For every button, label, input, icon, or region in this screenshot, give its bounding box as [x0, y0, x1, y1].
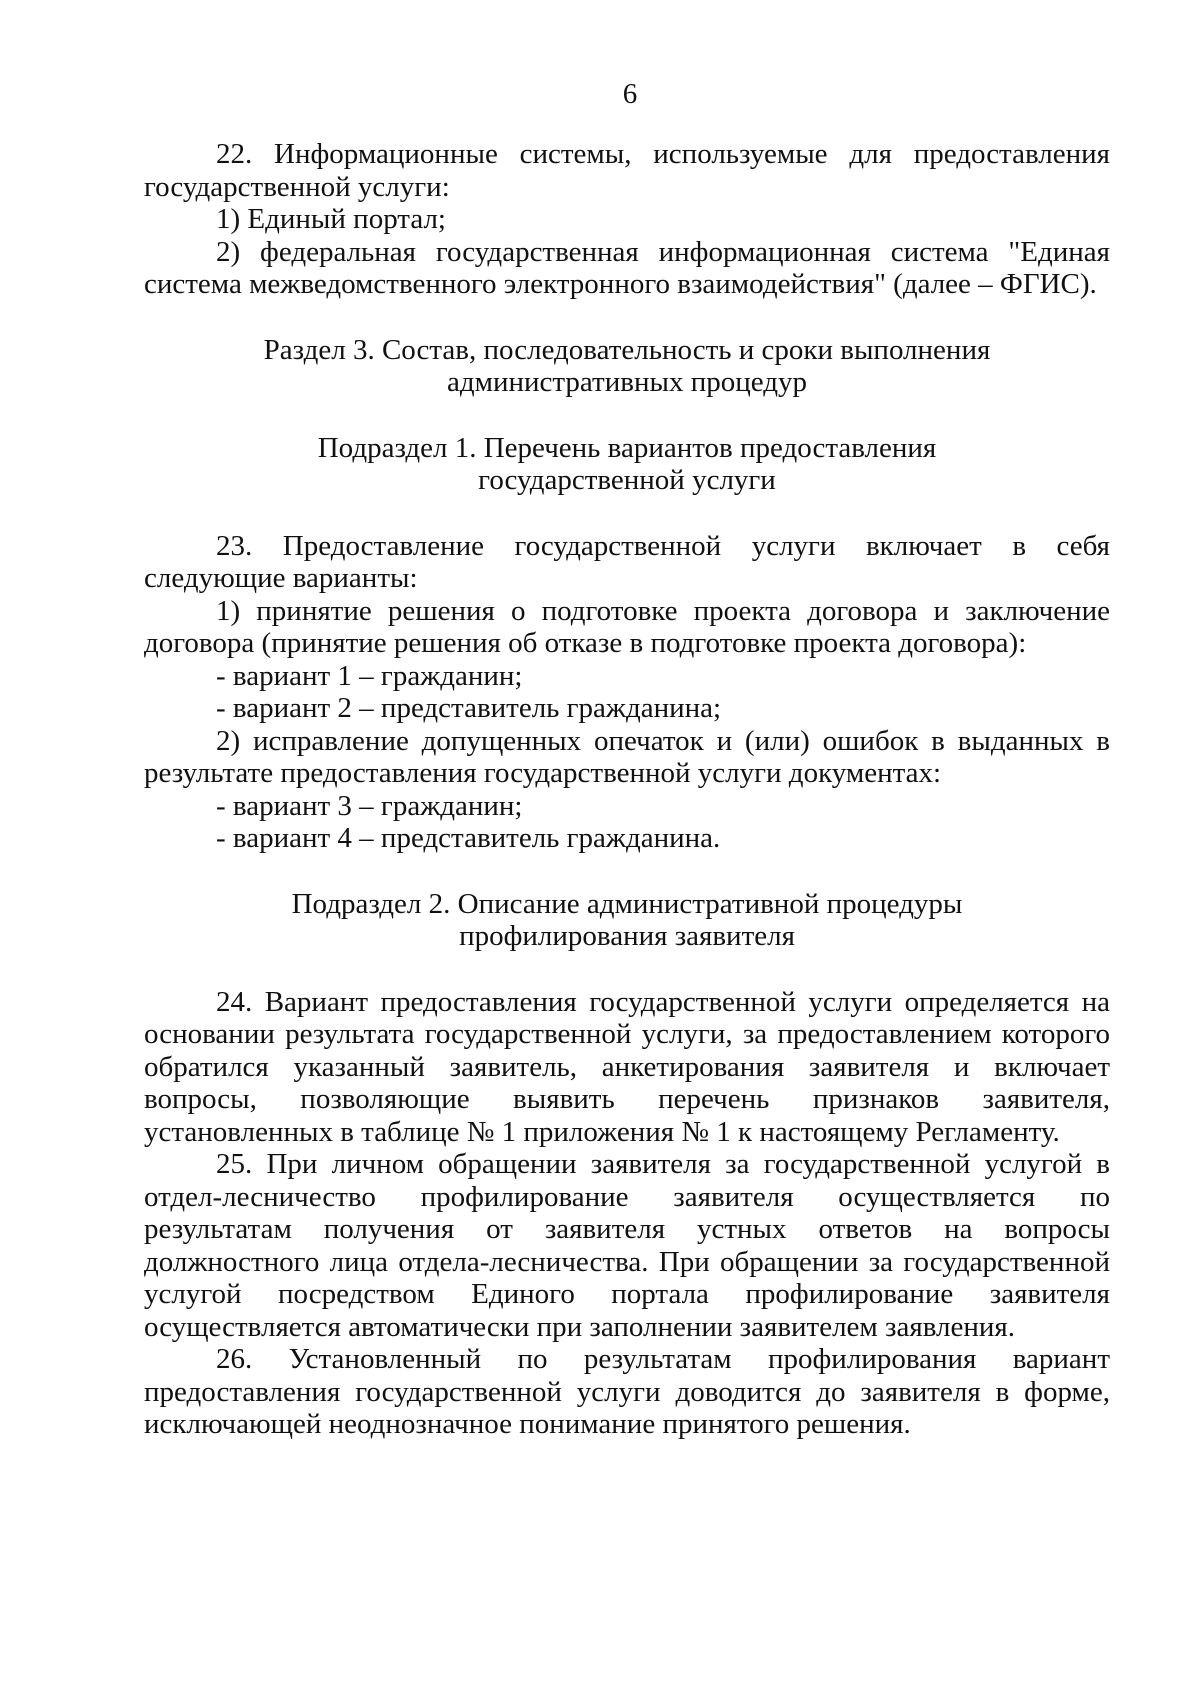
paragraph-23-variant-3: - вариант 3 – гражданин; [216, 789, 523, 822]
paragraph-26: 26. Установленный по результатам профилирования вариант предоставления государственной услуги доводится до заявителя в форме, исключающей неоднозначное понимание принятого решения. [144, 1343, 1110, 1440]
section-3-heading-line-2: административных процедур [447, 366, 807, 398]
subsection-2-heading-line-1: Подраздел 2. Описание административной процедуры [291, 887, 963, 920]
paragraph-22-intro: 22. Информационные системы, используемые для предоставления государственной услуги: [144, 138, 1110, 203]
paragraph-25: 25. При личном обращении заявителя за государственной услугой в отдел-лесничество профилирование заявителя осуществляется по результатам получения от заявителя устных ответов на вопросы должностного лица отдела-лесничества. При обращении за государственной услугой посредством Единого портала профилирование заявителя осуществляется автоматически при заполнении заявителем заявления. [144, 1148, 1110, 1343]
paragraph-24: 24. Вариант предоставления государственной услуги определяется на основании результата государственной услуги, за предоставлением которого обратился указанный заявитель, анкетирования заявителя и включает вопросы, позволяющие выявить перечень признаков заявителя, установленных в таблице № 1 приложения № 1 к настоящему Регламенту. [144, 985, 1110, 1148]
subsection-1-heading-line-1: Подраздел 1. Перечень вариантов предоставления [317, 431, 937, 464]
subsection-2-heading [144, 888, 1110, 953]
paragraph-23-item-2: 2) исправление допущенных опечаток и (или) ошибок в выданных в результате предоставления государственной услуги документах: [144, 724, 1110, 789]
paragraph-23-variant-1: - вариант 1 – гражданин; [216, 659, 523, 692]
paragraph-23-item-1: 1) принятие решения о подготовке проекта договора и заключение договора (принятие решения об отказе в подготовке проекта договора): [144, 594, 1110, 659]
paragraph-23-variant-2: - вариант 2 – представитель гражданина; [216, 692, 722, 724]
paragraph-22-item-1: 1) Единый портал; [216, 203, 446, 235]
page-number: 6 [622, 78, 638, 110]
paragraph-22-item-2: 2) федеральная государственная информационная система "Единая система межведомственного электронного взаимодействия" (далее – ФГИС). [144, 235, 1110, 300]
subsection-1-heading [144, 432, 1110, 497]
section-3-heading [144, 334, 1110, 399]
paragraph-23-intro: 23. Предоставление государственной услуги включает в себя следующие варианты: [144, 529, 1110, 594]
document-body [144, 138, 1110, 1441]
subsection-1-heading-line-2: государственной услуги [478, 464, 776, 496]
paragraph-23-variant-4: - вариант 4 – представитель гражданина. [216, 822, 721, 854]
section-3-heading-line-1: Раздел 3. Состав, последовательность и сроки выполнения [263, 333, 991, 366]
subsection-2-heading-line-2: профилирования заявителя [459, 920, 795, 952]
